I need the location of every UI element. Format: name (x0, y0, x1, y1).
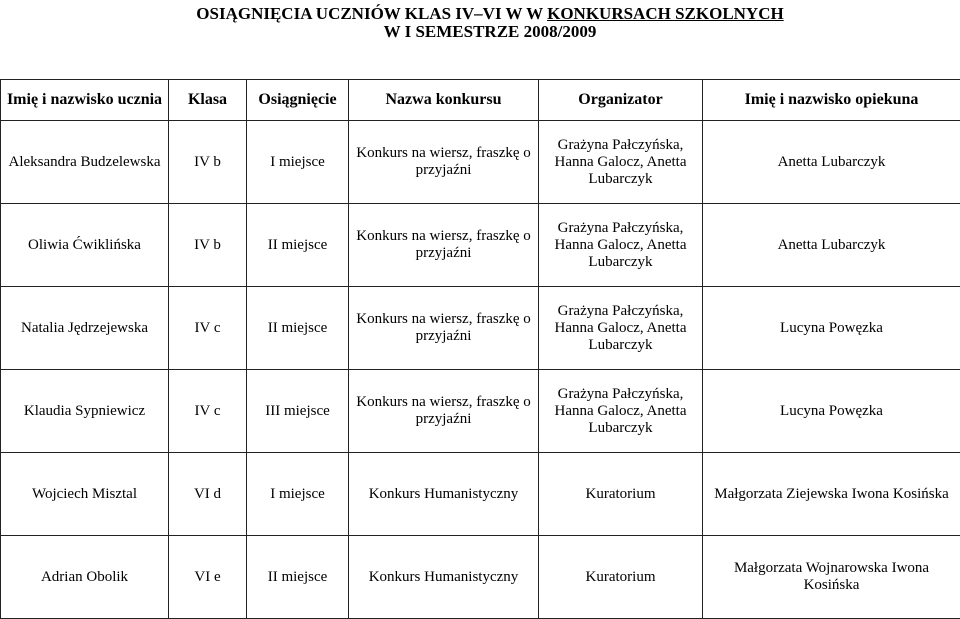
table-row (1, 204, 960, 287)
cell-class: IV b (169, 204, 247, 287)
cell-achievement: II miejsce (247, 287, 349, 370)
table-row (1, 370, 960, 453)
header-class: Klasa (169, 80, 247, 121)
cell-contest: Konkurs na wiersz, fraszkę o przyjaźni (349, 370, 539, 453)
cell-class: IV c (169, 370, 247, 453)
cell-contest: Konkurs na wiersz, fraszkę o przyjaźni (349, 204, 539, 287)
table-row (1, 536, 960, 619)
header-organizer: Organizator (539, 80, 703, 121)
table-header-row (1, 80, 960, 121)
cell-student: Natalia Jędrzejewska (1, 287, 169, 370)
header-student: Imię i nazwisko ucznia (1, 80, 169, 121)
header-guardian: Imię i nazwisko opiekuna (703, 80, 960, 121)
achievements-table (0, 79, 960, 619)
cell-class: VI d (169, 453, 247, 536)
table-row (1, 287, 960, 370)
cell-organizer: Grażyna Pałczyńska, Hanna Galocz, Anetta Lubarczyk (539, 204, 703, 287)
cell-organizer: Kuratorium (539, 453, 703, 536)
table-row (1, 121, 960, 204)
cell-student: Adrian Obolik (1, 536, 169, 619)
page-subtitle: W I SEMESTRZE 2008/2009 (105, 22, 875, 42)
cell-organizer: Grażyna Pałczyńska, Hanna Galocz, Anetta Lubarczyk (539, 287, 703, 370)
cell-guardian: Anetta Lubarczyk (703, 121, 960, 204)
cell-guardian: Lucyna Powęzka (703, 287, 960, 370)
cell-guardian: Lucyna Powęzka (703, 370, 960, 453)
cell-organizer: Grażyna Pałczyńska, Hanna Galocz, Anetta Lubarczyk (539, 121, 703, 204)
cell-contest: Konkurs na wiersz, fraszkę o przyjaźni (349, 121, 539, 204)
cell-class: IV c (169, 287, 247, 370)
table-row (1, 453, 960, 536)
cell-achievement: I miejsce (247, 121, 349, 204)
cell-student: Wojciech Misztal (1, 453, 169, 536)
page-title (105, 4, 875, 24)
cell-achievement: I miejsce (247, 453, 349, 536)
cell-student: Aleksandra Budzelewska (1, 121, 169, 204)
header-contest: Nazwa konkursu (349, 80, 539, 121)
cell-student: Oliwia Ćwiklińska (1, 204, 169, 287)
title-text: OSIĄGNIĘCIA UCZNIÓW KLAS IV–VI W W (196, 4, 547, 23)
cell-class: IV b (169, 121, 247, 204)
cell-contest: Konkurs na wiersz, fraszkę o przyjaźni (349, 287, 539, 370)
cell-guardian: Anetta Lubarczyk (703, 204, 960, 287)
cell-student: Klaudia Sypniewicz (1, 370, 169, 453)
cell-achievement: II miejsce (247, 536, 349, 619)
cell-contest: Konkurs Humanistyczny (349, 453, 539, 536)
title-underlined-text: KONKURSACH SZKOLNYCH (547, 4, 784, 23)
cell-achievement: III miejsce (247, 370, 349, 453)
cell-organizer: Kuratorium (539, 536, 703, 619)
cell-achievement: II miejsce (247, 204, 349, 287)
cell-guardian: Małgorzata Ziejewska Iwona Kosińska (703, 453, 960, 536)
cell-contest: Konkurs Humanistyczny (349, 536, 539, 619)
cell-guardian: Małgorzata Wojnarowska Iwona Kosińska (703, 536, 960, 619)
cell-organizer: Grażyna Pałczyńska, Hanna Galocz, Anetta Lubarczyk (539, 370, 703, 453)
cell-class: VI e (169, 536, 247, 619)
header-achievement: Osiągnięcie (247, 80, 349, 121)
